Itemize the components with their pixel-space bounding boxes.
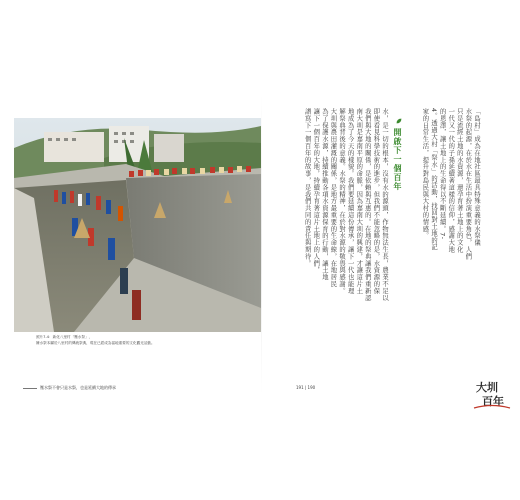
paragraph-one-line: 只是流經土地的水資源，還孕育著土地上的文化 [455, 108, 463, 253]
centennial-seal-logo [472, 375, 512, 411]
page-numbers: 191 | 190 [296, 385, 316, 390]
photo-caption [36, 334, 216, 346]
paragraph-one-line: 一代又一代的子孫延續著這樣的信仰，感謝大地 [447, 108, 455, 253]
paragraph-one [402, 108, 480, 340]
festival-photo [14, 118, 261, 332]
caption-line-2: 擁水祭本屬於八里村的傳統祭典，現在已經成為當地重要的文化觀光活動。 [36, 341, 155, 345]
section-heading: 開啟下一個百年 [393, 128, 402, 191]
paragraph-one-line: 家的日常生活，提升對島民與大村的情感。 [421, 108, 429, 240]
svg-text:大圳: 大圳 [476, 381, 498, 394]
paragraph-two-line: 讓下一個百年的大地，持續孕育著這片土地上的人們， [312, 108, 320, 274]
paragraph-two-line: 地成為了今天的樣貌。我們要延續這份傳承，讓下一代也能理 [346, 108, 354, 295]
paragraph-two-line: 水，是一切的根本，沒有水的源頭，作物無法生長，農業不足以 [381, 108, 388, 302]
footer-rule [23, 388, 37, 389]
paragraph-one-line: 的恩澤，讓土地上的生命得以不斷延續。7- [438, 108, 446, 240]
paragraph-two-line: 解祭典背後的意義。水祭的精神，在於對水源的敬畏與感謝。 [338, 108, 346, 295]
chapter-title: 壓水祭不會只是水祭，也是延續大地的傳承 [40, 385, 116, 390]
paragraph-two-line: 譜寫下一個百年的故事，是我們共同的責任與期待。 [303, 108, 311, 267]
paragraph-two-line: 為了保護水源，持續推動各項水資源保育的行動，讓土地 [320, 108, 328, 281]
paragraph-two-line: 南大圳是嘉南平原的命脈，因為嘉南大圳的興建，才讓這片土 [355, 108, 363, 295]
leaf-icon [396, 118, 402, 124]
svg-text:百年: 百年 [482, 395, 504, 408]
paragraph-two-line: 我們與大地的關係，是依賴與互惠的。在地的祭典讓我們重新認 [363, 108, 371, 302]
paragraph-one-line: 水祭的起源，在於水在生活中扮演重要角色，人們 [464, 108, 472, 260]
caption-line-1: 照片7-4：新化八里村「壓水祭」， [36, 335, 93, 339]
festival-photo-drawing [14, 118, 261, 332]
paragraph-one-line: 4。透過大村「祭水」的活動，找回對土地的記 [430, 108, 438, 251]
chapter-footer [20, 385, 116, 391]
paragraph-two-line: 大圳與農田灌溉的關係，是地方最重要的生命線，在地居民 [329, 108, 337, 288]
paragraph-two [292, 108, 388, 370]
paragraph-two-line: 即使看見科學技術的進步，但我們不能忽略的是，水資源的保 [372, 108, 380, 295]
paragraph-one-line: 「島村」成為在地社區最具特殊意義的水祭儀 [473, 108, 480, 246]
